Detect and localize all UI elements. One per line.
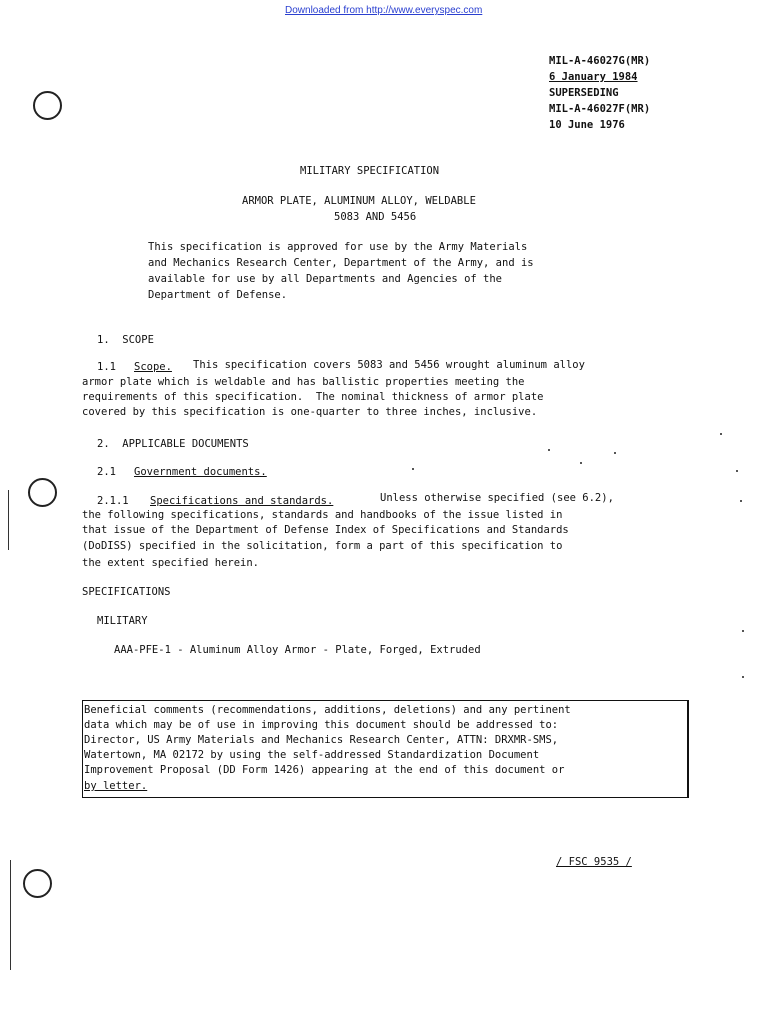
binding-edge-line: [8, 490, 9, 550]
standards-text-line: that issue of the Department of Defense Index of Specifications and Standards: [82, 524, 569, 536]
scan-speck: [736, 470, 738, 472]
notice-line: Beneficial comments (recommendations, additions, deletions) and any pertinent: [84, 704, 571, 716]
standards-text-line: the following specifications, standards and handbooks of the issue listed in: [82, 509, 563, 521]
spec-subject-line1: ARMOR PLATE, ALUMINUM ALLOY, WELDABLE: [242, 195, 476, 207]
spec-item: AAA-PFE-1 - Aluminum Alloy Armor - Plate, Forged, Extruded: [114, 644, 481, 656]
approval-line: available for use by all Departments and Agencies of the: [148, 273, 503, 285]
notice-line: Improvement Proposal (DD Form 1426) appearing at the end of this document or: [84, 764, 565, 776]
scan-speck: [580, 462, 582, 464]
subsection-title: Government documents.: [134, 466, 267, 478]
standards-text-line: the extent specified herein.: [82, 557, 260, 569]
superseding-label: SUPERSEDING: [549, 87, 619, 99]
binding-edge-line: [10, 860, 11, 970]
superseded-doc-number: MIL-A-46027F(MR): [549, 103, 651, 115]
scope-text-line: requirements of this specification. The nominal thickness of armor plate: [82, 391, 544, 403]
scan-speck: [742, 676, 744, 678]
scan-speck: [740, 500, 742, 502]
notice-line: by letter.: [84, 780, 148, 792]
scan-speck: [614, 452, 616, 454]
paragraph-number: 1.1: [97, 361, 116, 373]
spec-subject-line2: 5083 AND 5456: [334, 211, 417, 223]
fsc-code: / FSC 9535 /: [556, 856, 632, 868]
specifications-label: SPECIFICATIONS: [82, 586, 171, 598]
scope-text-line: armor plate which is weldable and has ballistic properties meeting the: [82, 376, 525, 388]
paragraph-number: 2.1.1: [97, 495, 129, 507]
scan-speck: [548, 449, 550, 451]
paragraph-title: Scope.: [134, 361, 172, 373]
punch-hole-middle: [28, 478, 57, 507]
scope-text-line: covered by this specification is one-quarter to three inches, inclusive.: [82, 406, 538, 418]
scan-speck: [742, 630, 744, 632]
punch-hole-top: [33, 91, 62, 120]
military-label: MILITARY: [97, 615, 148, 627]
notice-line: Director, US Army Materials and Mechanics Research Center, ATTN: DRXMR-SMS,: [84, 734, 559, 746]
superseded-doc-date: 10 June 1976: [549, 119, 625, 131]
scan-speck: [720, 433, 722, 435]
section-heading-applicable-documents: 2. APPLICABLE DOCUMENTS: [97, 438, 249, 450]
spec-type-title: MILITARY SPECIFICATION: [300, 165, 440, 177]
standards-text-line: Unless otherwise specified (see 6.2),: [380, 492, 614, 504]
paragraph-title: Specifications and standards.: [150, 495, 334, 507]
subsection-number: 2.1: [97, 466, 116, 478]
notice-line: Watertown, MA 02172 by using the self-addressed Standardization Document: [84, 749, 540, 761]
notice-line: data which may be of use in improving this document should be addressed to:: [84, 719, 559, 731]
punch-hole-bottom: [23, 869, 52, 898]
section-heading-scope: 1. SCOPE: [97, 334, 154, 346]
doc-number: MIL-A-46027G(MR): [549, 55, 651, 67]
approval-line: and Mechanics Research Center, Department of the Army, and is: [148, 257, 534, 269]
approval-line: Department of Defense.: [148, 289, 288, 301]
scope-text-line: This specification covers 5083 and 5456 wrought aluminum alloy: [193, 359, 585, 371]
approval-line: This specification is approved for use by the Army Materials: [148, 241, 528, 253]
doc-date: 6 January 1984: [549, 71, 638, 83]
standards-text-line: (DoDISS) specified in the solicitation, form a part of this specification to: [82, 540, 563, 552]
download-link[interactable]: Downloaded from http://www.everyspec.com: [285, 5, 483, 16]
scan-speck: [412, 468, 414, 470]
